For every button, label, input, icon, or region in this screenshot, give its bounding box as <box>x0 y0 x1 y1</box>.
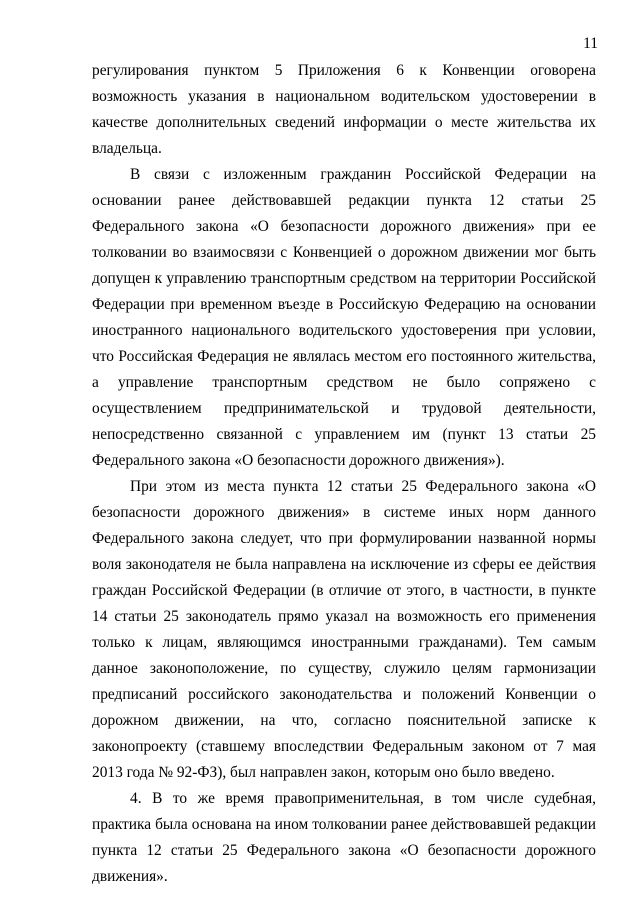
paragraph-4: 4. В то же время правоприменительная, в том числе судебная, практика была основана на ином толковании ранее действовавшей редакции пункта 12 статьи 25 Федерального закона «О безопасности дорожного движения». <box>92 790 596 885</box>
document-body <box>92 58 596 890</box>
paragraph-3: При этом из места пункта 12 статьи 25 Федерального закона «О безопасности дорожного движения» в системе иных норм данного Федерального закона следует, что при формулировании названной нормы воля законодателя не была направлена на исключение из сферы ее действия граждан Российской Федерации (в отличие от этого, в частности, в пункте 14 статьи 25 законодатель прямо указал на возможность его применения только к лицам, являющимся иностранными гражданами). Тем самым данное законоположение, по существу, служило целям гармонизации предписаний российского законодательства и положений Конвенции о дорожном движении, на что, согласно пояснительной записке к законопроекту (ставшему впоследствии Федеральным законом от 7 мая 2013 года № 92-ФЗ), был направлен закон, которым оно было введено. <box>92 478 596 781</box>
paragraph-2: В связи с изложенным гражданин Российской Федерации на основании ранее действовавшей редакции пункта 12 статьи 25 Федерального закона «О безопасности дорожного движения» при ее толковании во взаимосвязи с Конвенцией о дорожном движении мог быть допущен к управлению транспортным средством на территории Российской Федерации при временном въезде в Российскую Федерацию на основании иностранного национального водительского удостоверения при условии, что Российская Федерация не являлась местом его постоянного жительства, а управление транспортным средством не было сопряжено с осуществлением предпринимательской и трудовой деятельности, непосредственно связанной с управлением им (пункт 13 статьи 25 Федерального закона «О безопасности дорожного движения»). <box>92 166 596 469</box>
page-number: 11 <box>583 35 598 52</box>
paragraph-1: регулирования пунктом 5 Приложения 6 к Конвенции оговорена возможность указания в национальном водительском удостоверении в качестве дополнительных сведений информации о месте жительства их владельца. <box>92 62 596 157</box>
